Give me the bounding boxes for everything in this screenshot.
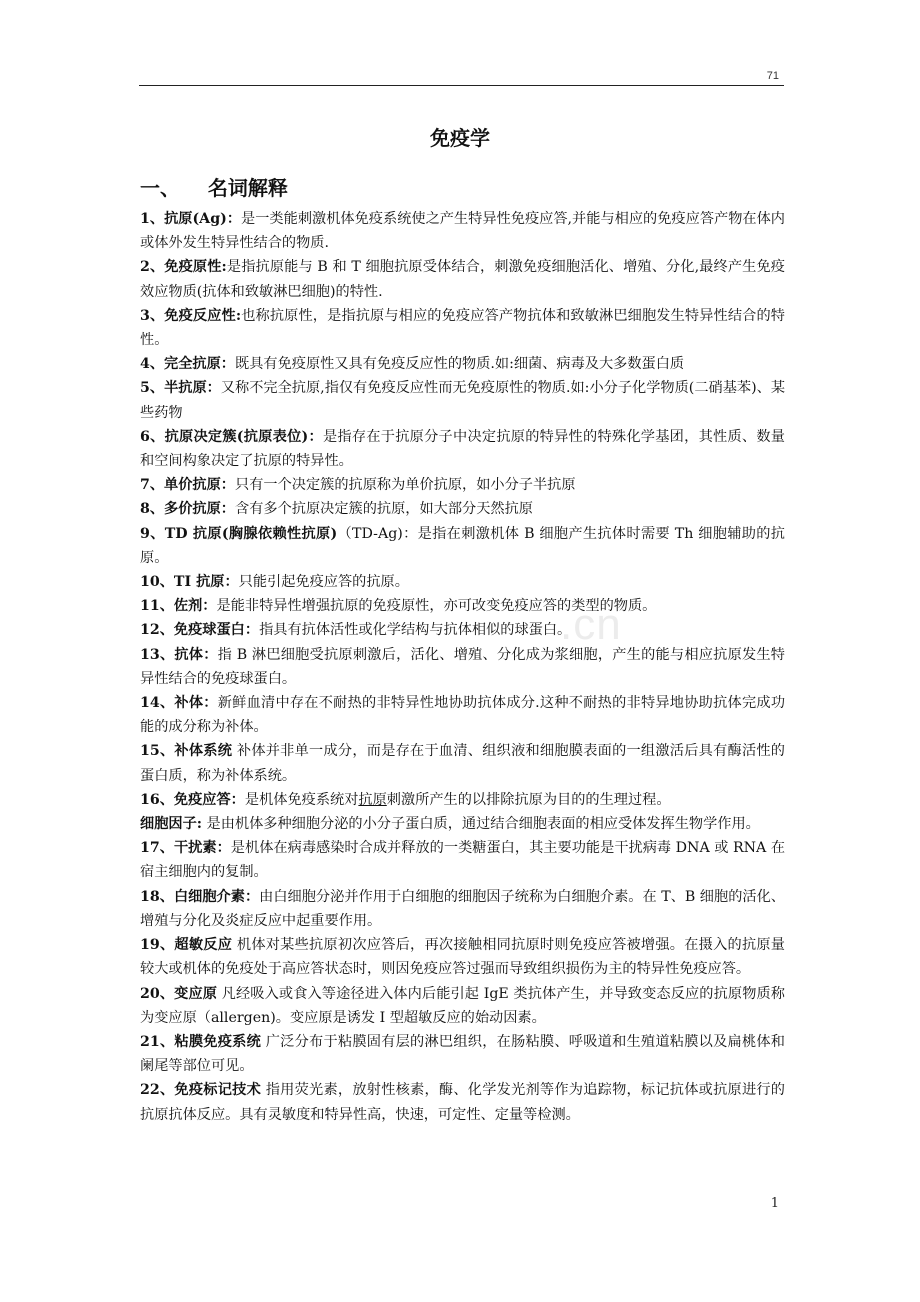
glossary-entry-18	[140, 885, 785, 933]
entry-term: 20、变应原	[140, 985, 218, 1002]
entry-definition: 补体并非单一成分，而是存在于血清、组织液和细胞膜表面的一组激活后具有酶活性的蛋白质，称为补体系统。	[140, 743, 785, 784]
entry-term: 21、粘膜免疫系统	[140, 1033, 261, 1050]
entry-definition: 既具有免疫原性又具有免疫反应性的物质.如:细菌、病毒及大多数蛋白质	[235, 356, 685, 373]
entry-term: 9、TD 抗原(胸腺依赖性抗原)	[140, 525, 338, 542]
entry-term: 16、免疫应答：	[140, 791, 245, 808]
glossary-entry-4	[140, 352, 785, 376]
entry-term: 8、多价抗原：	[140, 501, 235, 518]
underlined-term: 抗原	[358, 791, 387, 808]
entry-definition: 是机体在病毒感染时合成并释放的一类糖蛋白，其主要功能是干扰病毒 DNA 或 RNA 在宿主细胞内的复制。	[140, 840, 786, 881]
entry-definition: 含有多个抗原决定簇的抗原，如大部分天然抗原	[235, 501, 533, 518]
glossary-entry-11	[140, 594, 785, 618]
entry-term: 11、佐剂：	[140, 598, 217, 615]
entry-term: 17、干扰素：	[140, 840, 231, 857]
entry-definition: 凡经吸入或食入等途径进入体内后能引起 IgE 类抗体产生，并导致变态反应的抗原物质称为变应原（allergen)。变应原是诱发 I 型超敏反应的始动因素。	[140, 985, 785, 1026]
entry-term: 15、补体系统	[140, 743, 233, 760]
glossary-entry-9	[140, 522, 785, 570]
entry-term: 细胞因子:	[140, 816, 202, 833]
entry-term: 2、免疫原性:	[140, 259, 227, 276]
glossary-entry-22	[140, 1078, 785, 1126]
glossary-entry-8	[140, 497, 785, 521]
entry-term: 19、超敏反应	[140, 937, 233, 954]
entry-definition: 广泛分布于粘膜固有层的淋巴组织，在肠粘膜、呼吸道和生殖道粘膜以及扁桃体和阑尾等部位可见。	[140, 1033, 785, 1075]
entry-definition: 指具有抗体活性或化学结构与抗体相似的球蛋白。	[259, 622, 572, 639]
section-heading	[140, 172, 288, 201]
glossary-entry-15	[140, 739, 785, 787]
entry-definition: 是能非特异性增强抗原的免疫原性，亦可改变免疫应答的类型的物质。	[216, 598, 657, 615]
entry-definition: 是指存在于抗原分子中决定抗原的特异性的特殊化学基团，其性质、数量和空间构象决定了抗原的特异性。	[140, 428, 785, 470]
glossary-entry-14	[140, 691, 785, 739]
glossary-entry-6	[140, 425, 785, 473]
glossary-entry-17	[140, 836, 785, 884]
entry-term: 13、抗体：	[140, 646, 218, 663]
glossary-entry-7	[140, 473, 785, 497]
watermark: .cn	[560, 600, 622, 649]
glossary-entry-5	[140, 376, 785, 424]
entry-definition: （TD-Ag)：是指在刺激机体 B 细胞产生抗体时需要 Th 细胞辅助的抗原。	[140, 525, 785, 566]
entry-definition: 也称抗原性，是指抗原与相应的免疫应答产物抗体和致敏淋巴细胞发生特异性结合的特性。	[140, 307, 785, 349]
page-footer-number: 1	[770, 1196, 779, 1211]
entry-definition: 是指抗原能与 B 和 T 细胞抗原受体结合，刺激免疫细胞活化、增殖、分化,最终产生免疫效应物质(抗体和致敏淋巴细胞)的特性.	[140, 259, 785, 300]
entry-definition: 机体对某些抗原初次应答后，再次接触相同抗原时则免疫应答被增强。在摄入的抗原量较大或机体的免疫处于高应答状态时，则因免疫应答过强而导致组织损伤为主的特异性免疫应答。	[140, 937, 785, 978]
entry-term: 5、半抗原：	[140, 380, 221, 397]
entry-definition: 指用荧光素，放射性核素，酶、化学发光剂等作为追踪物，标记抗体或抗原进行的抗原抗体反应。具有灵敏度和特异性高，快速，可定性、定量等检测。	[140, 1082, 785, 1123]
glossary-entry-13	[140, 643, 785, 691]
entry-term: 1、抗原(Ag)：	[140, 211, 242, 227]
glossary-entry-2	[140, 255, 785, 303]
entry-definition: 新鲜血清中存在不耐热的非特异性地协助抗体成分.这种不耐热的非特异地协助抗体完成功能的成分称为补体。	[140, 695, 786, 736]
glossary-entry-19	[140, 933, 785, 981]
section-number: 一、	[140, 176, 180, 200]
entry-term: 22、免疫标记技术	[140, 1082, 261, 1099]
glossary-list	[140, 207, 785, 1127]
glossary-entry-16	[140, 788, 785, 812]
section-title: 名词解释	[207, 176, 288, 200]
glossary-entry-cytokine	[140, 812, 785, 836]
entry-definition: 是一类能刺激机体免疫系统使之产生特异性免疫应答,并能与相应的免疫应答产物在体内或体外发生特异性结合的物质.	[140, 211, 785, 252]
entry-term: 10、TI 抗原：	[140, 574, 239, 591]
entry-term: 14、补体：	[140, 695, 218, 712]
entry-definition: 又称不完全抗原,指仅有免疫反应性而无免疫原性的物质.如:小分子化学物质(二硝基苯)、某些药物	[140, 380, 786, 421]
entry-definition-part: 是机体免疫系统对	[244, 791, 359, 808]
glossary-entry-10	[140, 570, 785, 594]
glossary-entry-12	[140, 618, 785, 642]
glossary-entry-1	[140, 207, 785, 255]
glossary-entry-3	[140, 304, 785, 352]
entry-definition-part: 刺激所产生的以排除抗原为目的的生理过程。	[386, 791, 671, 808]
glossary-entry-21	[140, 1030, 785, 1078]
entry-definition: 由白细胞分泌并作用于白细胞的细胞因子统称为白细胞介素。在 T、B 细胞的活化、增殖与分化及炎症反应中起重要作用。	[140, 888, 785, 929]
entry-definition: 是由机体多种细胞分泌的小分子蛋白质，通过结合细胞表面的相应受体发挥生物学作用。	[202, 816, 760, 833]
entry-term: 18、白细胞介素：	[140, 888, 260, 905]
page-header-number: 71	[766, 70, 779, 82]
entry-definition: 只有一个决定簇的抗原称为单价抗原，如小分子半抗原	[235, 477, 576, 494]
entry-term: 4、完全抗原：	[140, 356, 235, 373]
document-title: 免疫学	[430, 126, 490, 150]
entry-term: 3、免疫反应性:	[140, 307, 242, 324]
entry-definition: 只能引起免疫应答的抗原。	[238, 574, 409, 591]
glossary-entry-20	[140, 982, 785, 1030]
entry-definition: 指 B 淋巴细胞受抗原刺激后，活化、增殖、分化成为浆细胞，产生的能与相应抗原发生特异性结合的免疫球蛋白。	[140, 646, 785, 687]
entry-term: 6、抗原决定簇(抗原表位)：	[140, 428, 323, 445]
header-rule	[139, 85, 784, 86]
entry-term: 7、单价抗原：	[140, 477, 235, 494]
entry-term: 12、免疫球蛋白：	[140, 622, 260, 639]
